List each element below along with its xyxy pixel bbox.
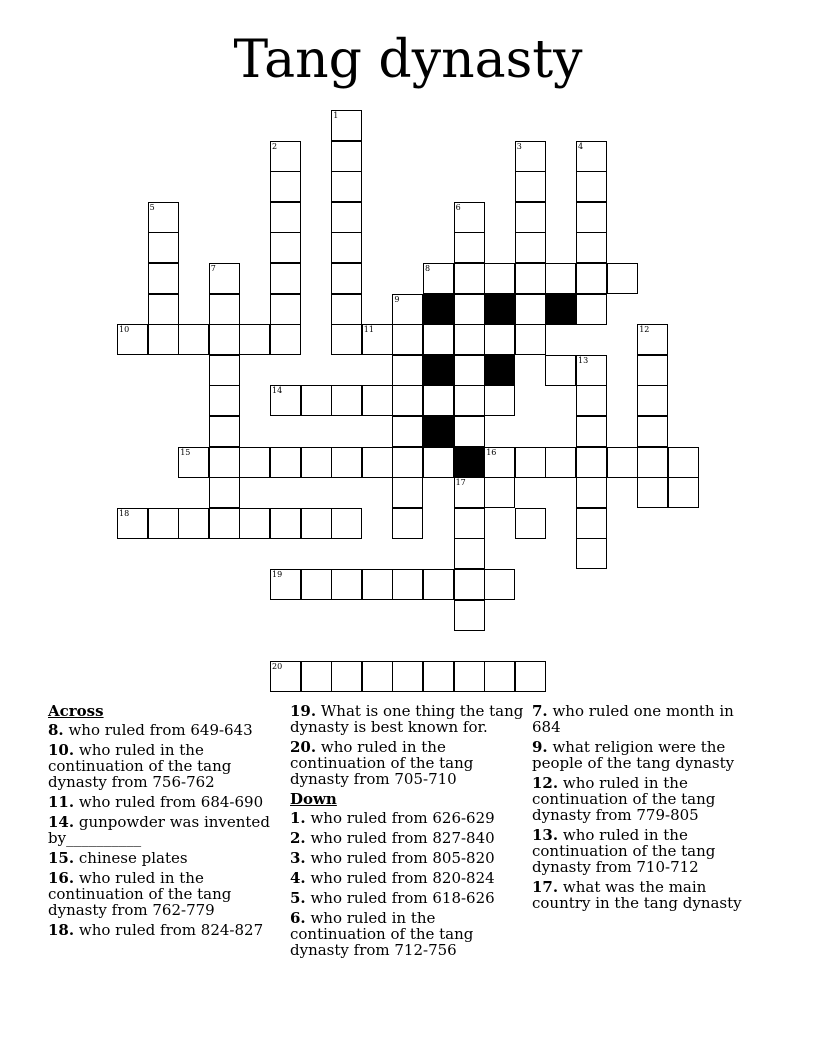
grid-cell[interactable]: [454, 294, 485, 325]
grid-cell[interactable]: [239, 508, 270, 539]
grid-cell[interactable]: [239, 324, 270, 355]
across-clue: [290, 739, 525, 787]
clue-text: who ruled from 824-827: [74, 921, 264, 939]
grid-cell[interactable]: [239, 447, 270, 478]
grid-cell[interactable]: [270, 202, 301, 233]
clue-text: what was the main country in the tang dynasty: [532, 878, 742, 912]
grid-cell[interactable]: [301, 508, 332, 539]
grid-cell[interactable]: [331, 661, 362, 692]
clue-text: who ruled in the continuation of the tang dynasty from 762-779: [48, 869, 232, 919]
cell-number: 12: [639, 325, 650, 335]
grid-cell[interactable]: [331, 508, 362, 539]
grid-cell[interactable]: [209, 447, 240, 478]
down-clue: [290, 890, 525, 906]
grid-cell[interactable]: [454, 263, 485, 294]
grid-cell[interactable]: [454, 569, 485, 600]
grid-cell[interactable]: [148, 294, 179, 325]
clues-column-3: [532, 703, 742, 915]
clue-number: 4.: [290, 869, 306, 887]
clue-text: who ruled one month in 684: [532, 702, 734, 736]
grid-cell[interactable]: [362, 385, 393, 416]
clues-column-1: [48, 703, 273, 942]
grid-cell[interactable]: [515, 661, 546, 692]
down-clue: [290, 870, 525, 886]
grid-cell[interactable]: [637, 477, 668, 508]
grid-block: [423, 355, 454, 386]
grid-cell[interactable]: [637, 385, 668, 416]
grid-cell[interactable]: [148, 263, 179, 294]
clue-text: gunpowder was invented by__________: [48, 813, 270, 847]
grid-cell[interactable]: [515, 447, 546, 478]
cell-number: 20: [272, 661, 283, 671]
grid-cell[interactable]: [576, 416, 607, 447]
grid-cell[interactable]: [576, 263, 607, 294]
grid-cell[interactable]: [209, 355, 240, 386]
clue-number: 5.: [290, 889, 306, 907]
grid-cell[interactable]: [331, 263, 362, 294]
clue-number: 12.: [532, 774, 559, 792]
grid-cell[interactable]: [301, 447, 332, 478]
grid-cell[interactable]: [301, 569, 332, 600]
grid-cell[interactable]: [301, 661, 332, 692]
grid-cell[interactable]: [576, 141, 607, 172]
grid-cell[interactable]: [148, 508, 179, 539]
grid-cell[interactable]: [148, 324, 179, 355]
grid-cell[interactable]: [423, 447, 454, 478]
clue-text: who ruled from 827-840: [305, 829, 495, 847]
grid-cell[interactable]: [331, 202, 362, 233]
clue-number: 10.: [48, 741, 75, 759]
grid-cell[interactable]: [484, 447, 515, 478]
grid-cell[interactable]: [178, 447, 209, 478]
cell-number: 6: [455, 202, 461, 212]
grid-cell[interactable]: [270, 141, 301, 172]
grid-cell[interactable]: [392, 508, 423, 539]
grid-cell[interactable]: [362, 661, 393, 692]
grid-block: [423, 294, 454, 325]
grid-cell[interactable]: [607, 447, 638, 478]
cell-number: 7: [210, 264, 216, 273]
grid-cell[interactable]: [270, 232, 301, 263]
grid-cell[interactable]: [423, 385, 454, 416]
grid-cell[interactable]: [209, 477, 240, 508]
cell-number: 1: [333, 111, 339, 120]
grid-cell[interactable]: [454, 232, 485, 263]
grid-cell[interactable]: [270, 569, 301, 600]
grid-cell[interactable]: [270, 385, 301, 416]
grid-cell[interactable]: [148, 202, 179, 233]
down-clue: [532, 827, 742, 875]
grid-cell[interactable]: [454, 508, 485, 539]
grid-cell[interactable]: [576, 202, 607, 233]
grid-cell[interactable]: [423, 569, 454, 600]
cell-number: 3: [516, 141, 522, 151]
across-clue: [48, 794, 273, 810]
grid-block: [423, 416, 454, 447]
grid-cell[interactable]: [515, 294, 546, 325]
grid-cell[interactable]: [454, 355, 485, 386]
cell-number: 4: [578, 141, 584, 151]
grid-cell[interactable]: [270, 171, 301, 202]
grid-cell[interactable]: [637, 324, 668, 355]
grid-cell[interactable]: [270, 324, 301, 355]
down-clue: [290, 810, 525, 826]
grid-cell[interactable]: [362, 324, 393, 355]
grid-cell[interactable]: [117, 324, 148, 355]
grid-cell[interactable]: [209, 416, 240, 447]
grid-cell[interactable]: [331, 385, 362, 416]
cell-number: 16: [486, 447, 497, 457]
clue-text: who ruled from 618-626: [305, 889, 495, 907]
grid-cell[interactable]: [454, 385, 485, 416]
across-clue: [48, 850, 273, 866]
cell-number: 15: [180, 447, 191, 457]
cell-number: 11: [363, 325, 374, 335]
cell-number: 17: [455, 478, 466, 488]
clue-text: who ruled from 626-629: [305, 809, 495, 827]
grid-cell[interactable]: [423, 661, 454, 692]
grid-cell[interactable]: [576, 447, 607, 478]
clue-text: what religion were the people of the tang dynasty: [532, 738, 735, 772]
grid-cell[interactable]: [178, 508, 209, 539]
grid-cell[interactable]: [454, 324, 485, 355]
across-clue: [48, 922, 273, 938]
grid-cell[interactable]: [331, 232, 362, 263]
clue-text: who ruled in the continuation of the tang dynasty from 779-805: [532, 774, 716, 824]
grid-cell[interactable]: [637, 447, 668, 478]
clue-number: 13.: [532, 826, 559, 844]
grid-cell[interactable]: [392, 324, 423, 355]
grid-block: [484, 294, 515, 325]
grid-cell[interactable]: [423, 263, 454, 294]
grid-cell[interactable]: [545, 263, 576, 294]
grid-cell[interactable]: [178, 324, 209, 355]
grid-cell[interactable]: [545, 447, 576, 478]
grid-cell[interactable]: [515, 263, 546, 294]
grid-cell[interactable]: [270, 447, 301, 478]
grid-cell[interactable]: [392, 661, 423, 692]
clue-number: 6.: [290, 909, 306, 927]
grid-cell[interactable]: [209, 385, 240, 416]
clue-number: 11.: [48, 793, 75, 811]
grid-cell[interactable]: [331, 447, 362, 478]
grid-cell[interactable]: [362, 569, 393, 600]
grid-cell[interactable]: [392, 385, 423, 416]
grid-cell[interactable]: [454, 600, 485, 631]
cell-number: 8: [425, 264, 431, 273]
grid-cell[interactable]: [484, 477, 515, 508]
grid-cell[interactable]: [392, 447, 423, 478]
grid-cell[interactable]: [545, 355, 576, 386]
clue-text: who ruled in the continuation of the tang dynasty from 712-756: [290, 909, 474, 959]
grid-cell[interactable]: [515, 324, 546, 355]
grid-cell[interactable]: [209, 294, 240, 325]
grid-cell[interactable]: [270, 661, 301, 692]
clue-number: 3.: [290, 849, 306, 867]
grid-cell[interactable]: [484, 569, 515, 600]
grid-cell[interactable]: [515, 141, 546, 172]
grid-cell[interactable]: [576, 294, 607, 325]
grid-cell[interactable]: [331, 171, 362, 202]
grid-cell[interactable]: [209, 263, 240, 294]
down-clue: [532, 739, 742, 771]
grid-cell[interactable]: [515, 232, 546, 263]
grid-cell[interactable]: [668, 447, 699, 478]
down-clue: [290, 850, 525, 866]
grid-cell[interactable]: [637, 416, 668, 447]
grid-cell[interactable]: [576, 477, 607, 508]
grid-cell[interactable]: [515, 508, 546, 539]
grid-cell[interactable]: [392, 294, 423, 325]
grid-cell[interactable]: [484, 324, 515, 355]
grid-cell[interactable]: [576, 232, 607, 263]
grid-cell[interactable]: [270, 263, 301, 294]
grid-cell[interactable]: [331, 324, 362, 355]
grid-block: [454, 447, 485, 478]
grid-cell[interactable]: [423, 324, 454, 355]
grid-block: [484, 355, 515, 386]
down-clue: [290, 830, 525, 846]
clue-number: 8.: [48, 721, 64, 739]
grid-cell[interactable]: [637, 355, 668, 386]
clue-number: 18.: [48, 921, 75, 939]
down-clue: [290, 910, 525, 958]
grid-cell[interactable]: [392, 569, 423, 600]
grid-cell[interactable]: [392, 416, 423, 447]
grid-cell[interactable]: [392, 355, 423, 386]
cell-number: 18: [119, 508, 130, 518]
grid-cell[interactable]: [117, 508, 148, 539]
clue-text: who ruled in the continuation of the tang dynasty from 756-762: [48, 741, 232, 791]
grid-cell[interactable]: [362, 447, 393, 478]
down-clue: [532, 775, 742, 823]
clue-number: 2.: [290, 829, 306, 847]
grid-cell[interactable]: [454, 202, 485, 233]
grid-cell[interactable]: [209, 508, 240, 539]
cell-number: 19: [272, 570, 283, 579]
clues-column-2: [290, 703, 525, 962]
across-clue: [48, 870, 273, 918]
across-clue: [48, 814, 273, 846]
clue-number: 19.: [290, 702, 317, 720]
across-clue: [48, 722, 273, 738]
clue-text: who ruled from 649-643: [63, 721, 253, 739]
grid-cell[interactable]: [576, 385, 607, 416]
down-heading: Down: [290, 790, 337, 808]
grid-cell[interactable]: [454, 661, 485, 692]
clue-number: 15.: [48, 849, 75, 867]
grid-cell[interactable]: [668, 477, 699, 508]
clue-number: 7.: [532, 702, 548, 720]
cell-number: 5: [149, 202, 155, 212]
across-clue: [48, 742, 273, 790]
clue-text: What is one thing the tang dynasty is best known for.: [290, 702, 524, 736]
grid-cell[interactable]: [270, 508, 301, 539]
clue-number: 14.: [48, 813, 75, 831]
cell-number: 9: [394, 294, 400, 304]
clue-text: who ruled in the continuation of the tang dynasty from 710-712: [532, 826, 716, 876]
grid-cell[interactable]: [576, 508, 607, 539]
down-clue: [532, 703, 742, 735]
clue-text: chinese plates: [74, 849, 188, 867]
page-title: Tang dynasty: [233, 30, 583, 90]
grid-block: [545, 294, 576, 325]
across-heading: Across: [48, 702, 104, 720]
clue-number: 17.: [532, 878, 559, 896]
clue-text: who ruled in the continuation of the tang dynasty from 705-710: [290, 738, 474, 788]
grid-cell[interactable]: [331, 141, 362, 172]
grid-cell[interactable]: [148, 232, 179, 263]
clue-text: who ruled from 805-820: [305, 849, 495, 867]
grid-cell[interactable]: [576, 171, 607, 202]
cell-number: 13: [578, 355, 589, 365]
grid-cell[interactable]: [515, 171, 546, 202]
clue-text: who ruled from 684-690: [74, 793, 264, 811]
grid-cell[interactable]: [392, 477, 423, 508]
grid-cell[interactable]: [576, 355, 607, 386]
grid-cell[interactable]: [270, 294, 301, 325]
clue-number: 20.: [290, 738, 317, 756]
grid-cell[interactable]: [454, 416, 485, 447]
grid-cell[interactable]: [576, 538, 607, 569]
grid-cell[interactable]: [331, 110, 362, 141]
down-clue: [532, 879, 742, 911]
grid-cell[interactable]: [484, 661, 515, 692]
grid-cell[interactable]: [209, 324, 240, 355]
grid-cell[interactable]: [484, 263, 515, 294]
clue-number: 16.: [48, 869, 75, 887]
grid-cell[interactable]: [331, 569, 362, 600]
across-clue: [290, 703, 525, 735]
clue-number: 9.: [532, 738, 548, 756]
grid-cell[interactable]: [454, 477, 485, 508]
cell-number: 10: [119, 325, 130, 335]
cell-number: 2: [272, 141, 278, 151]
grid-cell[interactable]: [454, 538, 485, 569]
grid-cell[interactable]: [607, 263, 638, 294]
clue-number: 1.: [290, 809, 306, 827]
grid-cell[interactable]: [484, 385, 515, 416]
clue-text: who ruled from 820-824: [305, 869, 495, 887]
cell-number: 14: [272, 386, 283, 396]
grid-cell[interactable]: [331, 294, 362, 325]
grid-cell[interactable]: [515, 202, 546, 233]
grid-cell[interactable]: [301, 385, 332, 416]
